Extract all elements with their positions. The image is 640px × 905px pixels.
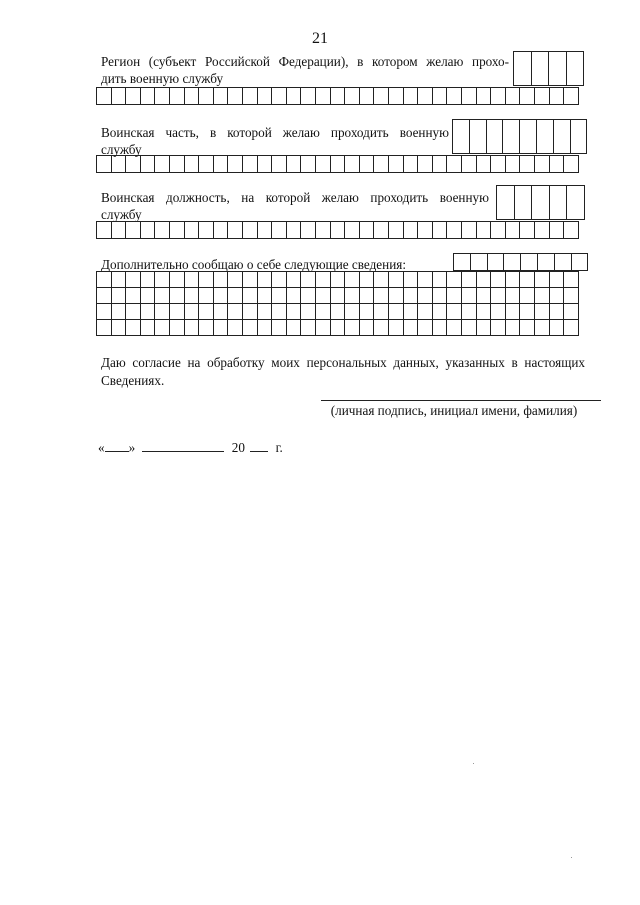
input-cell[interactable]	[227, 221, 243, 239]
unit-label-line2: службу	[101, 142, 142, 157]
input-cell[interactable]	[359, 87, 375, 105]
input-cell[interactable]	[271, 271, 287, 288]
input-cell[interactable]	[198, 319, 214, 336]
input-cell[interactable]	[184, 287, 200, 304]
day-blank[interactable]	[105, 440, 129, 452]
input-cell[interactable]	[549, 87, 565, 105]
input-cell[interactable]	[271, 155, 287, 173]
input-cell[interactable]	[519, 119, 537, 154]
input-cell[interactable]	[140, 221, 156, 239]
input-cell[interactable]	[570, 119, 588, 154]
input-cell[interactable]	[461, 87, 477, 105]
position-label-line1: Воинская должность, на которой желаю проходить военную	[101, 190, 489, 205]
input-cell[interactable]	[519, 87, 535, 105]
input-cell[interactable]	[403, 319, 419, 336]
input-cell[interactable]	[242, 155, 258, 173]
input-cell[interactable]	[330, 87, 346, 105]
input-cell[interactable]	[227, 319, 243, 336]
input-cell[interactable]	[300, 319, 316, 336]
input-cell[interactable]	[315, 303, 331, 320]
input-cell[interactable]	[154, 287, 170, 304]
input-cell[interactable]	[373, 319, 389, 336]
input-cell[interactable]	[330, 303, 346, 320]
input-cell[interactable]	[96, 271, 112, 288]
input-cell[interactable]	[300, 271, 316, 288]
input-cell[interactable]	[373, 271, 389, 288]
input-cell[interactable]	[286, 287, 302, 304]
input-cell[interactable]	[446, 303, 462, 320]
input-cell[interactable]	[315, 87, 331, 105]
date-close-quote: »	[128, 440, 136, 455]
input-cell[interactable]	[534, 221, 550, 239]
input-cell[interactable]	[344, 155, 360, 173]
input-cell[interactable]	[432, 287, 448, 304]
input-cell[interactable]	[125, 303, 141, 320]
signature-line[interactable]	[321, 400, 601, 401]
input-cell[interactable]	[111, 287, 127, 304]
input-cell[interactable]	[571, 253, 589, 271]
input-cell[interactable]	[198, 155, 214, 173]
input-cell[interactable]	[154, 303, 170, 320]
date-row	[98, 440, 283, 456]
input-cell[interactable]	[452, 119, 470, 154]
input-cell[interactable]	[169, 271, 185, 288]
input-cell[interactable]	[534, 87, 550, 105]
input-cell[interactable]	[388, 87, 404, 105]
input-cell[interactable]	[300, 221, 316, 239]
input-cell[interactable]	[344, 287, 360, 304]
input-cell[interactable]	[140, 155, 156, 173]
input-cell[interactable]	[242, 271, 258, 288]
input-cell[interactable]	[330, 271, 346, 288]
input-cell[interactable]	[514, 185, 533, 220]
input-cell[interactable]	[96, 87, 112, 105]
input-cell[interactable]	[505, 221, 521, 239]
input-cell[interactable]	[490, 155, 506, 173]
input-cell[interactable]	[417, 155, 433, 173]
input-cell[interactable]	[111, 271, 127, 288]
input-cell[interactable]	[154, 271, 170, 288]
input-cell[interactable]	[96, 221, 112, 239]
input-cell[interactable]	[315, 287, 331, 304]
input-cell[interactable]	[519, 271, 535, 288]
input-cell[interactable]	[344, 87, 360, 105]
input-cell[interactable]	[476, 303, 492, 320]
input-cell[interactable]	[563, 303, 579, 320]
input-cell[interactable]	[330, 287, 346, 304]
input-cell[interactable]	[111, 303, 127, 320]
input-cell[interactable]	[125, 221, 141, 239]
input-cell[interactable]	[213, 87, 229, 105]
input-cell[interactable]	[476, 155, 492, 173]
input-cell[interactable]	[286, 221, 302, 239]
input-cell[interactable]	[96, 287, 112, 304]
input-cell[interactable]	[505, 303, 521, 320]
input-cell[interactable]	[271, 319, 287, 336]
input-cell[interactable]	[242, 287, 258, 304]
input-cell[interactable]	[198, 221, 214, 239]
input-cell[interactable]	[242, 221, 258, 239]
scan-speck	[473, 763, 474, 764]
input-cell[interactable]	[534, 287, 550, 304]
input-cell[interactable]	[359, 303, 375, 320]
input-cell[interactable]	[461, 155, 477, 173]
input-cell[interactable]	[476, 221, 492, 239]
input-cell[interactable]	[373, 87, 389, 105]
input-cell[interactable]	[169, 287, 185, 304]
region-label-line1: Регион (субъект Российской Федерации), в котором желаю прохо-	[101, 54, 509, 69]
input-cell[interactable]	[169, 303, 185, 320]
input-cell[interactable]	[403, 271, 419, 288]
input-cell[interactable]	[432, 87, 448, 105]
input-cell[interactable]	[446, 155, 462, 173]
input-cell[interactable]	[330, 155, 346, 173]
date-open-quote: «	[98, 440, 105, 455]
input-cell[interactable]	[417, 319, 433, 336]
input-cell[interactable]	[446, 271, 462, 288]
input-cell[interactable]	[286, 155, 302, 173]
input-cell[interactable]	[198, 271, 214, 288]
input-cell[interactable]	[271, 303, 287, 320]
input-cell[interactable]	[154, 87, 170, 105]
input-cell[interactable]	[388, 271, 404, 288]
input-cell[interactable]	[184, 87, 200, 105]
input-cell[interactable]	[476, 87, 492, 105]
input-cell[interactable]	[461, 221, 477, 239]
input-cell[interactable]	[227, 287, 243, 304]
input-cell[interactable]	[373, 155, 389, 173]
input-cell[interactable]	[432, 303, 448, 320]
input-cell[interactable]	[446, 319, 462, 336]
input-cell[interactable]	[505, 271, 521, 288]
input-cell[interactable]	[549, 155, 565, 173]
input-cell[interactable]	[140, 319, 156, 336]
input-cell[interactable]	[513, 51, 532, 86]
input-cell[interactable]	[519, 155, 535, 173]
input-cell[interactable]	[446, 87, 462, 105]
input-cell[interactable]	[242, 319, 258, 336]
input-cell[interactable]	[359, 221, 375, 239]
position-label	[101, 189, 489, 223]
unit-label-line1: Воинская часть, в которой желаю проходить военную	[101, 125, 449, 140]
unit-label	[101, 124, 449, 158]
input-cell[interactable]	[198, 287, 214, 304]
input-cell[interactable]	[169, 221, 185, 239]
input-cell[interactable]	[111, 221, 127, 239]
input-cell[interactable]	[257, 287, 273, 304]
year-prefix: 20	[231, 440, 245, 455]
input-cell[interactable]	[432, 271, 448, 288]
input-cell[interactable]	[417, 303, 433, 320]
input-cell[interactable]	[432, 155, 448, 173]
input-cell[interactable]	[519, 287, 535, 304]
input-cell[interactable]	[213, 155, 229, 173]
input-cell[interactable]	[140, 303, 156, 320]
input-cell[interactable]	[154, 319, 170, 336]
input-cell[interactable]	[446, 221, 462, 239]
input-cell[interactable]	[505, 319, 521, 336]
input-cell[interactable]	[490, 287, 506, 304]
input-cell[interactable]	[257, 155, 273, 173]
input-cell[interactable]	[315, 221, 331, 239]
input-cell[interactable]	[257, 221, 273, 239]
input-cell[interactable]	[111, 155, 127, 173]
input-cell[interactable]	[242, 303, 258, 320]
input-cell[interactable]	[213, 319, 229, 336]
input-cell[interactable]	[96, 319, 112, 336]
input-cell[interactable]	[549, 319, 565, 336]
input-cell[interactable]	[111, 87, 127, 105]
input-cell[interactable]	[505, 155, 521, 173]
year-blank[interactable]	[250, 440, 268, 452]
consent-text	[101, 354, 585, 390]
input-cell[interactable]	[403, 303, 419, 320]
input-cell[interactable]	[417, 271, 433, 288]
input-cell[interactable]	[271, 87, 287, 105]
input-cell[interactable]	[227, 155, 243, 173]
input-cell[interactable]	[490, 319, 506, 336]
input-cell[interactable]	[125, 271, 141, 288]
input-cell[interactable]	[490, 271, 506, 288]
input-cell[interactable]	[344, 319, 360, 336]
input-cell[interactable]	[373, 287, 389, 304]
input-cell[interactable]	[257, 87, 273, 105]
input-cell[interactable]	[520, 253, 538, 271]
region-label	[101, 53, 509, 87]
input-cell[interactable]	[490, 303, 506, 320]
input-cell[interactable]	[490, 221, 506, 239]
input-cell[interactable]	[315, 319, 331, 336]
input-cell[interactable]	[461, 271, 477, 288]
input-cell[interactable]	[330, 319, 346, 336]
input-cell[interactable]	[388, 155, 404, 173]
input-cell[interactable]	[519, 221, 535, 239]
input-cell[interactable]	[300, 287, 316, 304]
region-label-line2: дить военную службу	[101, 71, 224, 86]
input-cell[interactable]	[140, 287, 156, 304]
input-cell[interactable]	[227, 87, 243, 105]
input-cell[interactable]	[549, 221, 565, 239]
input-cell[interactable]	[432, 221, 448, 239]
input-cell[interactable]	[476, 271, 492, 288]
input-cell[interactable]	[125, 319, 141, 336]
input-cell[interactable]	[432, 319, 448, 336]
input-cell[interactable]	[184, 221, 200, 239]
input-cell[interactable]	[242, 87, 258, 105]
input-cell[interactable]	[403, 87, 419, 105]
input-cell[interactable]	[257, 271, 273, 288]
input-cell[interactable]	[154, 221, 170, 239]
input-cell[interactable]	[417, 287, 433, 304]
input-cell[interactable]	[388, 287, 404, 304]
input-cell[interactable]	[505, 287, 521, 304]
input-cell[interactable]	[549, 271, 565, 288]
input-cell[interactable]	[563, 271, 579, 288]
input-cell[interactable]	[286, 319, 302, 336]
input-cell[interactable]	[461, 303, 477, 320]
consent-line2: Сведениях.	[101, 373, 165, 388]
input-cell[interactable]	[534, 303, 550, 320]
input-cell[interactable]	[198, 87, 214, 105]
input-cell[interactable]	[286, 303, 302, 320]
input-cell[interactable]	[169, 155, 185, 173]
input-cell[interactable]	[213, 303, 229, 320]
input-cell[interactable]	[359, 287, 375, 304]
scan-speck	[571, 857, 572, 858]
input-cell[interactable]	[184, 271, 200, 288]
input-cell[interactable]	[213, 221, 229, 239]
input-cell[interactable]	[271, 287, 287, 304]
position-label-line2: службу	[101, 207, 142, 222]
input-cell[interactable]	[487, 253, 505, 271]
input-cell[interactable]	[359, 319, 375, 336]
input-cell[interactable]	[563, 155, 579, 173]
input-cell[interactable]	[470, 253, 488, 271]
input-cell[interactable]	[486, 119, 504, 154]
input-cell[interactable]	[198, 303, 214, 320]
input-cell[interactable]	[519, 319, 535, 336]
input-cell[interactable]	[300, 303, 316, 320]
input-cell[interactable]	[446, 287, 462, 304]
input-cell[interactable]	[184, 155, 200, 173]
page-number: 21	[312, 30, 328, 47]
input-cell[interactable]	[536, 119, 554, 154]
input-cell[interactable]	[537, 253, 555, 271]
input-cell[interactable]	[388, 221, 404, 239]
input-cell[interactable]	[403, 221, 419, 239]
input-cell[interactable]	[257, 303, 273, 320]
input-cell[interactable]	[125, 287, 141, 304]
input-cell[interactable]	[388, 303, 404, 320]
input-cell[interactable]	[417, 87, 433, 105]
input-cell[interactable]	[531, 185, 550, 220]
month-blank[interactable]	[142, 440, 224, 452]
input-cell[interactable]	[476, 319, 492, 336]
input-cell[interactable]	[549, 287, 565, 304]
input-cell[interactable]	[213, 271, 229, 288]
input-cell[interactable]	[461, 287, 477, 304]
input-cell[interactable]	[344, 221, 360, 239]
input-cell[interactable]	[461, 319, 477, 336]
input-cell[interactable]	[300, 155, 316, 173]
input-cell[interactable]	[344, 271, 360, 288]
input-cell[interactable]	[300, 87, 316, 105]
input-cell[interactable]	[554, 253, 572, 271]
input-cell[interactable]	[490, 87, 506, 105]
input-cell[interactable]	[169, 87, 185, 105]
input-cell[interactable]	[184, 319, 200, 336]
input-cell[interactable]	[549, 303, 565, 320]
input-cell[interactable]	[359, 271, 375, 288]
input-cell[interactable]	[96, 303, 112, 320]
input-cell[interactable]	[96, 155, 112, 173]
input-cell[interactable]	[563, 287, 579, 304]
input-cell[interactable]	[503, 253, 521, 271]
input-cell[interactable]	[563, 221, 579, 239]
input-cell[interactable]	[286, 271, 302, 288]
input-cell[interactable]	[140, 87, 156, 105]
input-cell[interactable]	[227, 303, 243, 320]
input-cell[interactable]	[213, 287, 229, 304]
input-cell[interactable]	[169, 319, 185, 336]
consent-line1: Даю согласие на обработку моих персональных данных, указанных в настоящих	[101, 355, 585, 370]
input-cell[interactable]	[519, 303, 535, 320]
input-cell[interactable]	[154, 155, 170, 173]
input-cell[interactable]	[534, 271, 550, 288]
input-cell[interactable]	[403, 155, 419, 173]
input-cell[interactable]	[330, 221, 346, 239]
input-cell[interactable]	[373, 221, 389, 239]
year-suffix: г.	[275, 440, 283, 455]
input-cell[interactable]	[140, 271, 156, 288]
input-cell[interactable]	[403, 287, 419, 304]
input-cell[interactable]	[453, 253, 471, 271]
input-cell[interactable]	[469, 119, 487, 154]
input-cell[interactable]	[496, 185, 515, 220]
input-cell[interactable]	[476, 287, 492, 304]
input-cell[interactable]	[531, 51, 550, 86]
input-cell[interactable]	[111, 319, 127, 336]
input-cell[interactable]	[373, 303, 389, 320]
input-cell[interactable]	[271, 221, 287, 239]
input-cell[interactable]	[534, 319, 550, 336]
input-cell[interactable]	[563, 87, 579, 105]
input-cell[interactable]	[125, 155, 141, 173]
input-cell[interactable]	[388, 319, 404, 336]
input-cell[interactable]	[563, 319, 579, 336]
input-cell[interactable]	[315, 155, 331, 173]
signature-caption: (личная подпись, инициал имени, фамилия)	[330, 403, 578, 418]
extra-label: Дополнительно сообщаю о себе следующие сведения:	[101, 257, 406, 272]
input-cell[interactable]	[315, 271, 331, 288]
input-cell[interactable]	[505, 87, 521, 105]
input-cell[interactable]	[184, 303, 200, 320]
input-cell[interactable]	[502, 119, 520, 154]
input-cell[interactable]	[257, 319, 273, 336]
input-cell[interactable]	[553, 119, 571, 154]
input-cell[interactable]	[227, 271, 243, 288]
input-cell[interactable]	[549, 185, 568, 220]
input-cell[interactable]	[534, 155, 550, 173]
input-cell[interactable]	[566, 51, 585, 86]
input-cell[interactable]	[566, 185, 585, 220]
input-cell[interactable]	[344, 303, 360, 320]
input-cell[interactable]	[417, 221, 433, 239]
input-cell[interactable]	[548, 51, 567, 86]
input-cell[interactable]	[359, 155, 375, 173]
input-cell[interactable]	[286, 87, 302, 105]
input-cell[interactable]	[125, 87, 141, 105]
